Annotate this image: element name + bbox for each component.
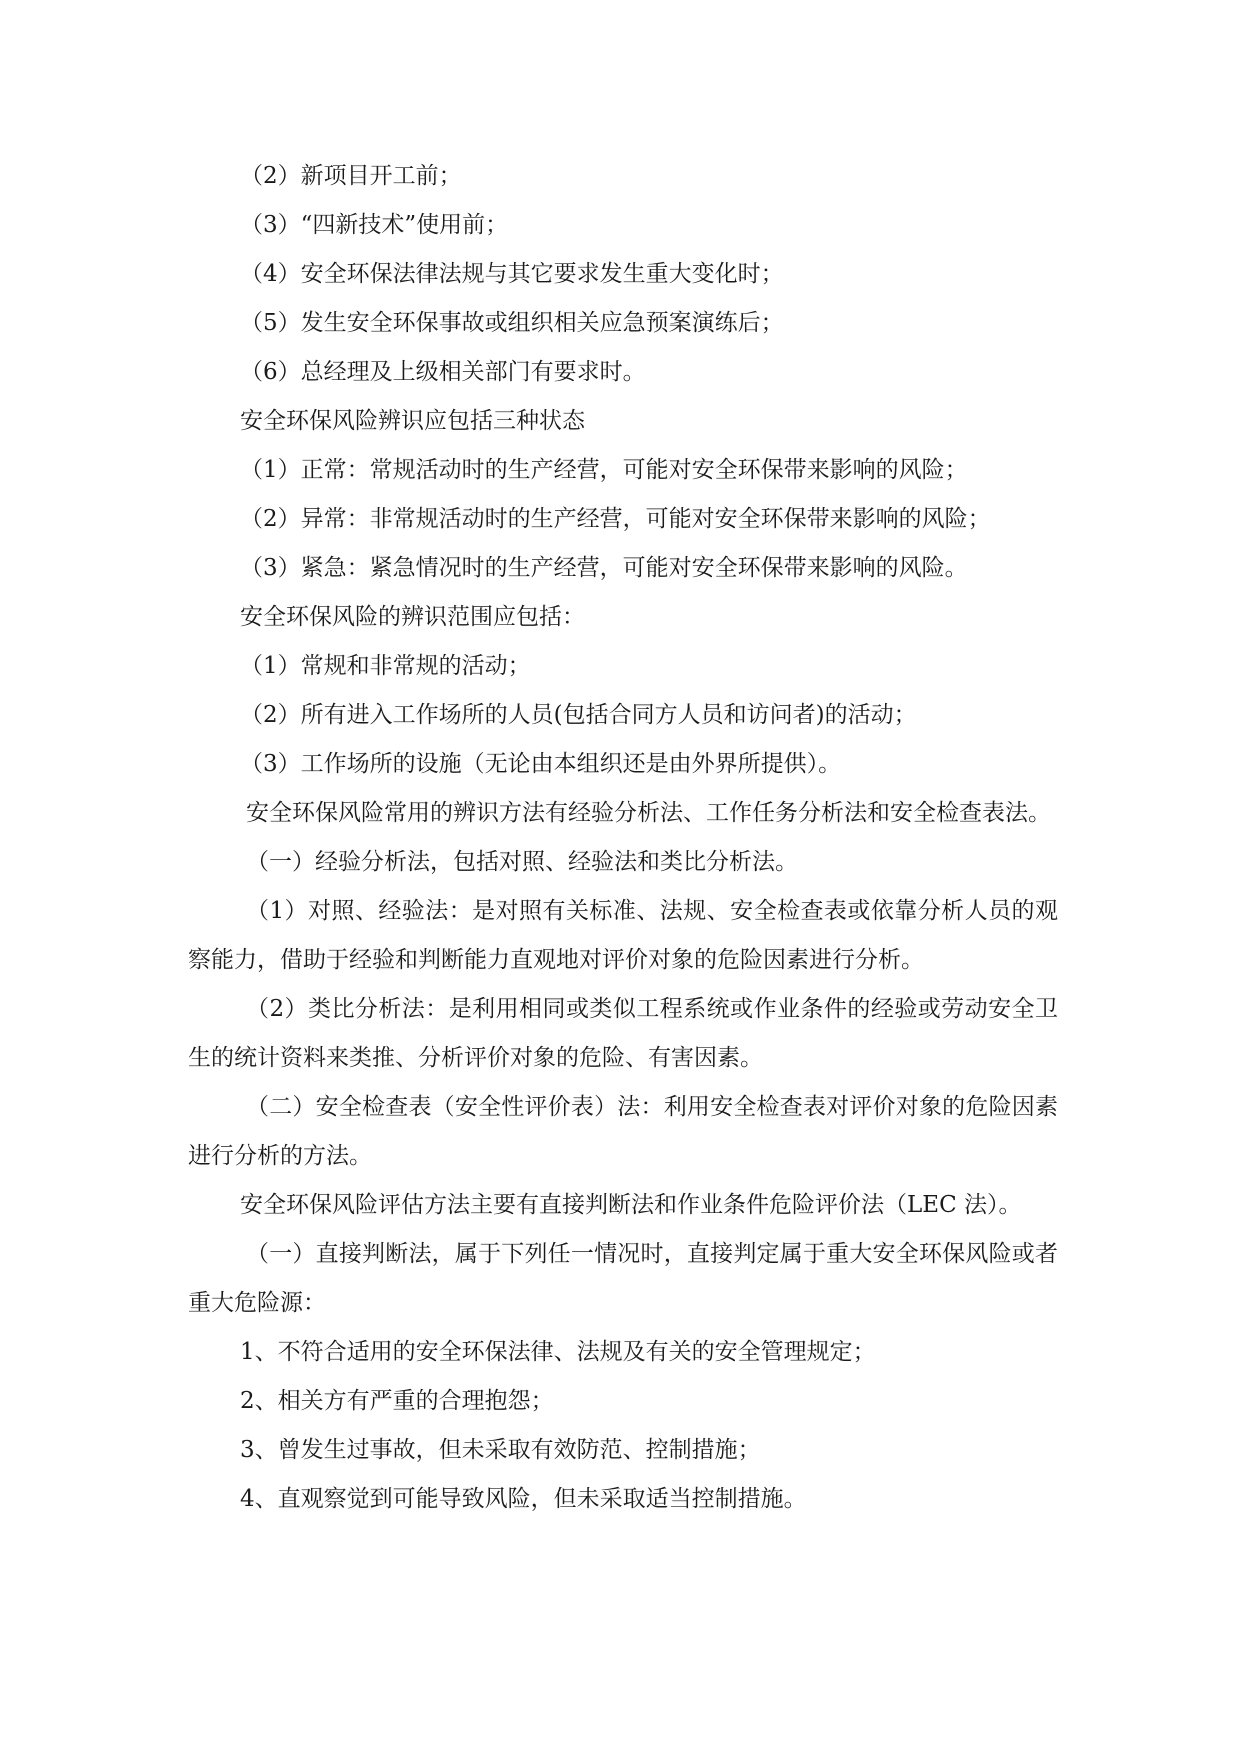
paragraph: （二）安全检查表（安全性评价表）法：利用安全检查表对评价对象的危险因素进行分析的方法。	[188, 1094, 1058, 1169]
list-item: （1）常规和非常规的活动；	[240, 653, 531, 679]
section-lead: 安全环保风险评估方法主要有直接判断法和作业条件危险评价法（LEC 法）。	[240, 1192, 1022, 1218]
list-item: （2）所有进入工作场所的人员(包括合同方人员和访问者)的活动；	[240, 702, 917, 728]
list-item: 3、曾发生过事故，但未采取有效防范、控制措施；	[240, 1437, 761, 1463]
section-lead: 安全环保风险辨识应包括三种状态	[240, 408, 585, 434]
paragraph: （一）直接判断法，属于下列任一情况时，直接判定属于重大安全环保风险或者重大危险源：	[188, 1241, 1058, 1316]
paragraph: （2）类比分析法：是利用相同或类似工程系统或作业条件的经验或劳动安全卫生的统计资料来类推、分析评价对象的危险、有害因素。	[188, 996, 1058, 1071]
list-item: （4）安全环保法律法规与其它要求发生重大变化时；	[240, 261, 784, 287]
paragraph: （1）对照、经验法：是对照有关标准、法规、安全检查表或依靠分析人员的观察能力，借助于经验和判断能力直观地对评价对象的危险因素进行分析。	[188, 898, 1058, 973]
list-item: （5）发生安全环保事故或组织相关应急预案演练后；	[240, 310, 784, 336]
list-item: 1、不符合适用的安全环保法律、法规及有关的安全管理规定；	[240, 1339, 876, 1365]
section-lead: 安全环保风险的辨识范围应包括：	[240, 604, 585, 630]
list-item: （3）工作场所的设施（无论由本组织还是由外界所提供）。	[240, 751, 842, 777]
subsection-heading: （一）经验分析法，包括对照、经验法和类比分析法。	[246, 849, 798, 875]
paragraph: 安全环保风险常用的辨识方法有经验分析法、工作任务分析法和安全检查表法。	[246, 800, 1051, 826]
list-item: 4、直观察觉到可能导致风险，但未采取适当控制措施。	[240, 1486, 807, 1512]
list-item: （1）正常：常规活动时的生产经营，可能对安全环保带来影响的风险；	[240, 457, 968, 483]
list-item: （2）新项目开工前；	[240, 163, 462, 189]
list-item: （3）“四新技术”使用前；	[240, 212, 509, 238]
list-item: （6）总经理及上级相关部门有要求时。	[240, 359, 646, 385]
list-item: 2、相关方有严重的合理抱怨；	[240, 1388, 554, 1414]
list-item: （2）异常：非常规活动时的生产经营，可能对安全环保带来影响的风险；	[240, 506, 991, 532]
list-item: （3）紧急：紧急情况时的生产经营，可能对安全环保带来影响的风险。	[240, 555, 968, 581]
document-body	[188, 152, 1058, 1524]
